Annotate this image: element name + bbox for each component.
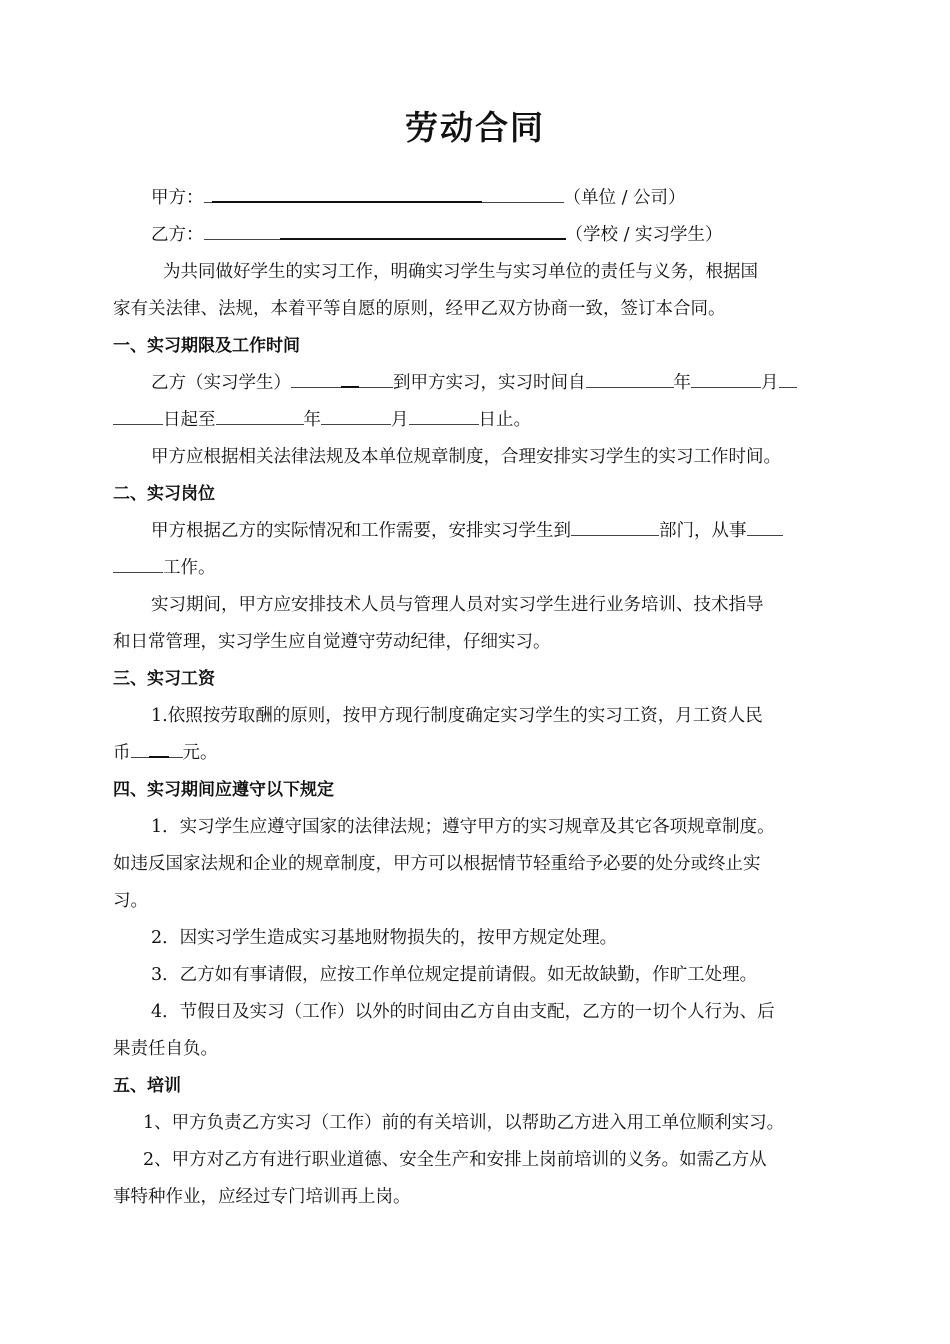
department-blank[interactable] [571, 517, 659, 536]
paragraph-line [113, 735, 838, 772]
party-a-suffix: （单位 / 公司） [563, 188, 686, 208]
rule-item: 如违反国家法规和企业的规章制度，甲方可以根据情节轻重给予必要的处分或终止实 [113, 854, 761, 874]
party-b-suffix: （学校 / 实习学生） [565, 225, 723, 245]
paragraph-line [113, 365, 838, 402]
salary-blank[interactable] [149, 738, 169, 758]
blank [359, 369, 393, 388]
intro-line: 为共同做好学生的实习工作，明确实习学生与实习单位的责任与义务，根据国 [163, 262, 758, 282]
party-b-blank[interactable] [280, 220, 566, 240]
text: 日起至 [163, 410, 216, 430]
section-heading: 三、实习工资 [113, 669, 215, 689]
rule-item: 2．因实习学生造成实习基地财物损失的，按甲方规定处理。 [151, 928, 618, 948]
training-item: 事特种作业，应经过专门培训再上岗。 [113, 1187, 411, 1207]
section-heading: 五、培训 [113, 1076, 181, 1096]
text: 年 [673, 373, 691, 393]
section-heading: 一、实习期限及工作时间 [113, 336, 300, 356]
text: 工作。 [163, 558, 216, 578]
blank [482, 184, 564, 203]
document-title: 劳动合同 [405, 108, 545, 147]
end-month-blank[interactable] [321, 406, 391, 425]
paragraph-line [113, 402, 838, 439]
start-day-blank[interactable] [779, 369, 797, 388]
party-b-line [113, 217, 838, 254]
text: 月 [391, 410, 409, 430]
paragraph-line: 甲方应根据相关法律法规及本单位规章制度，合理安排实习学生的实习工作时间。 [151, 447, 781, 467]
text: 币 [113, 743, 131, 763]
blank [169, 739, 183, 758]
document-body [113, 180, 838, 1216]
job-blank[interactable] [113, 554, 163, 573]
intro-line: 家有关法律、法规，本着平等自愿的原则，经甲乙双方协商一致，签订本合同。 [113, 299, 726, 319]
rule-item: 3．乙方如有事请假，应按工作单位规定提前请假。如无故缺勤，作旷工处理。 [151, 965, 758, 985]
party-a-label: 甲方： [151, 188, 204, 208]
text: 乙方（实习学生） [151, 373, 291, 393]
training-item: 2、甲方对乙方有进行职业道德、安全生产和安排上岗前培训的义务。如需乙方从 [143, 1150, 767, 1170]
party-a-blank[interactable] [212, 183, 482, 203]
text: 月 [761, 373, 779, 393]
blank [204, 184, 212, 203]
blank [204, 221, 280, 240]
section-heading: 二、实习岗位 [113, 484, 215, 504]
rule-item: 习。 [113, 891, 148, 911]
job-blank[interactable] [747, 517, 783, 536]
party-b-label: 乙方： [151, 225, 204, 245]
paragraph-line: 实习期间，甲方应安排技术人员与管理人员对实习学生进行业务培训、技术指导 [151, 595, 764, 615]
rule-item: 1．实习学生应遵守国家的法律法规；遵守甲方的实习规章及其它各项规章制度。 [151, 817, 775, 837]
text: 日止。 [478, 410, 531, 430]
end-day-blank[interactable] [409, 406, 479, 425]
blank [131, 739, 149, 758]
paragraph-line: 和日常管理，实习学生应自觉遵守劳动纪律，仔细实习。 [113, 632, 551, 652]
text: 部门，从事 [659, 521, 747, 541]
rule-item: 4．节假日及实习（工作）以外的时间由乙方自由支配，乙方的一切个人行为、后 [151, 1002, 775, 1022]
training-item: 1、甲方负责乙方实习（工作）前的有关培训，以帮助乙方进入用工单位顺利实习。 [143, 1113, 785, 1133]
start-day-blank[interactable] [113, 406, 163, 425]
section-heading: 四、实习期间应遵守以下规定 [113, 780, 334, 800]
rule-item: 果责任自负。 [113, 1039, 218, 1059]
party-a-line [113, 180, 838, 217]
start-year-blank[interactable] [586, 369, 674, 388]
text: 到甲方实习，实习时间自 [393, 373, 586, 393]
text: 甲方根据乙方的实际情况和工作需要，安排实习学生到 [151, 521, 571, 541]
end-year-blank[interactable] [216, 406, 304, 425]
text: 元。 [182, 743, 218, 763]
paragraph-line: 1.依照按劳取酬的原则，按甲方现行制度确定实习学生的实习工资，月工资人民 [151, 706, 763, 726]
start-month-blank[interactable] [691, 369, 761, 388]
paragraph-line [113, 513, 838, 550]
text: 年 [303, 410, 321, 430]
paragraph-line [113, 550, 838, 587]
blank [291, 369, 341, 388]
student-name-blank[interactable] [341, 368, 359, 388]
